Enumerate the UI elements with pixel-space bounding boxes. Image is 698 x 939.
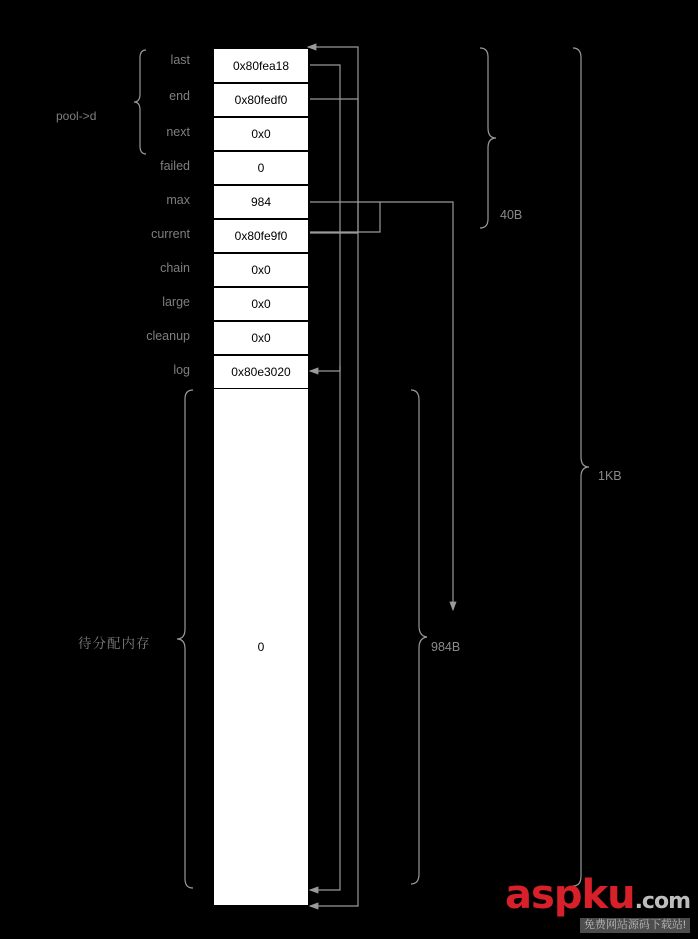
- memory-block: 0: [213, 388, 309, 906]
- annotation-total-size: 1KB: [598, 469, 622, 483]
- field-value-next: 0x0: [213, 117, 309, 151]
- field-label-end: end: [169, 89, 190, 103]
- field-value-log: 0x80e3020: [213, 355, 309, 389]
- field-value-current: 0x80fe9f0: [213, 219, 309, 253]
- field-label-max: max: [166, 193, 190, 207]
- group-label-pool-d: pool->d: [56, 109, 97, 123]
- field-value-failed: 0: [213, 151, 309, 185]
- field-label-chain: chain: [160, 261, 190, 275]
- field-label-failed: failed: [160, 159, 190, 173]
- field-label-large: large: [162, 295, 190, 309]
- field-value-end: 0x80fedf0: [213, 83, 309, 117]
- field-value-last: 0x80fea18: [213, 48, 309, 83]
- field-value-chain: 0x0: [213, 253, 309, 287]
- field-label-log: log: [173, 363, 190, 377]
- watermark-brand-text: aspku: [505, 872, 635, 918]
- field-value-cleanup: 0x0: [213, 321, 309, 355]
- watermark-subtitle: 免费网站源码下载站!: [580, 918, 690, 933]
- field-label-current: current: [151, 227, 190, 241]
- field-value-large: 0x0: [213, 287, 309, 321]
- field-label-next: next: [166, 125, 190, 139]
- watermark-tld: .com: [634, 889, 690, 914]
- field-label-last: last: [170, 53, 190, 67]
- annotation-data-size: 984B: [431, 640, 461, 654]
- annotation-header-size: 40B: [500, 208, 523, 222]
- watermark-brand: [505, 872, 690, 918]
- watermark: [505, 872, 690, 933]
- field-label-cleanup: cleanup: [146, 329, 190, 343]
- memory-region-label: 待分配内存: [78, 636, 151, 651]
- field-value-max: 984: [213, 185, 309, 219]
